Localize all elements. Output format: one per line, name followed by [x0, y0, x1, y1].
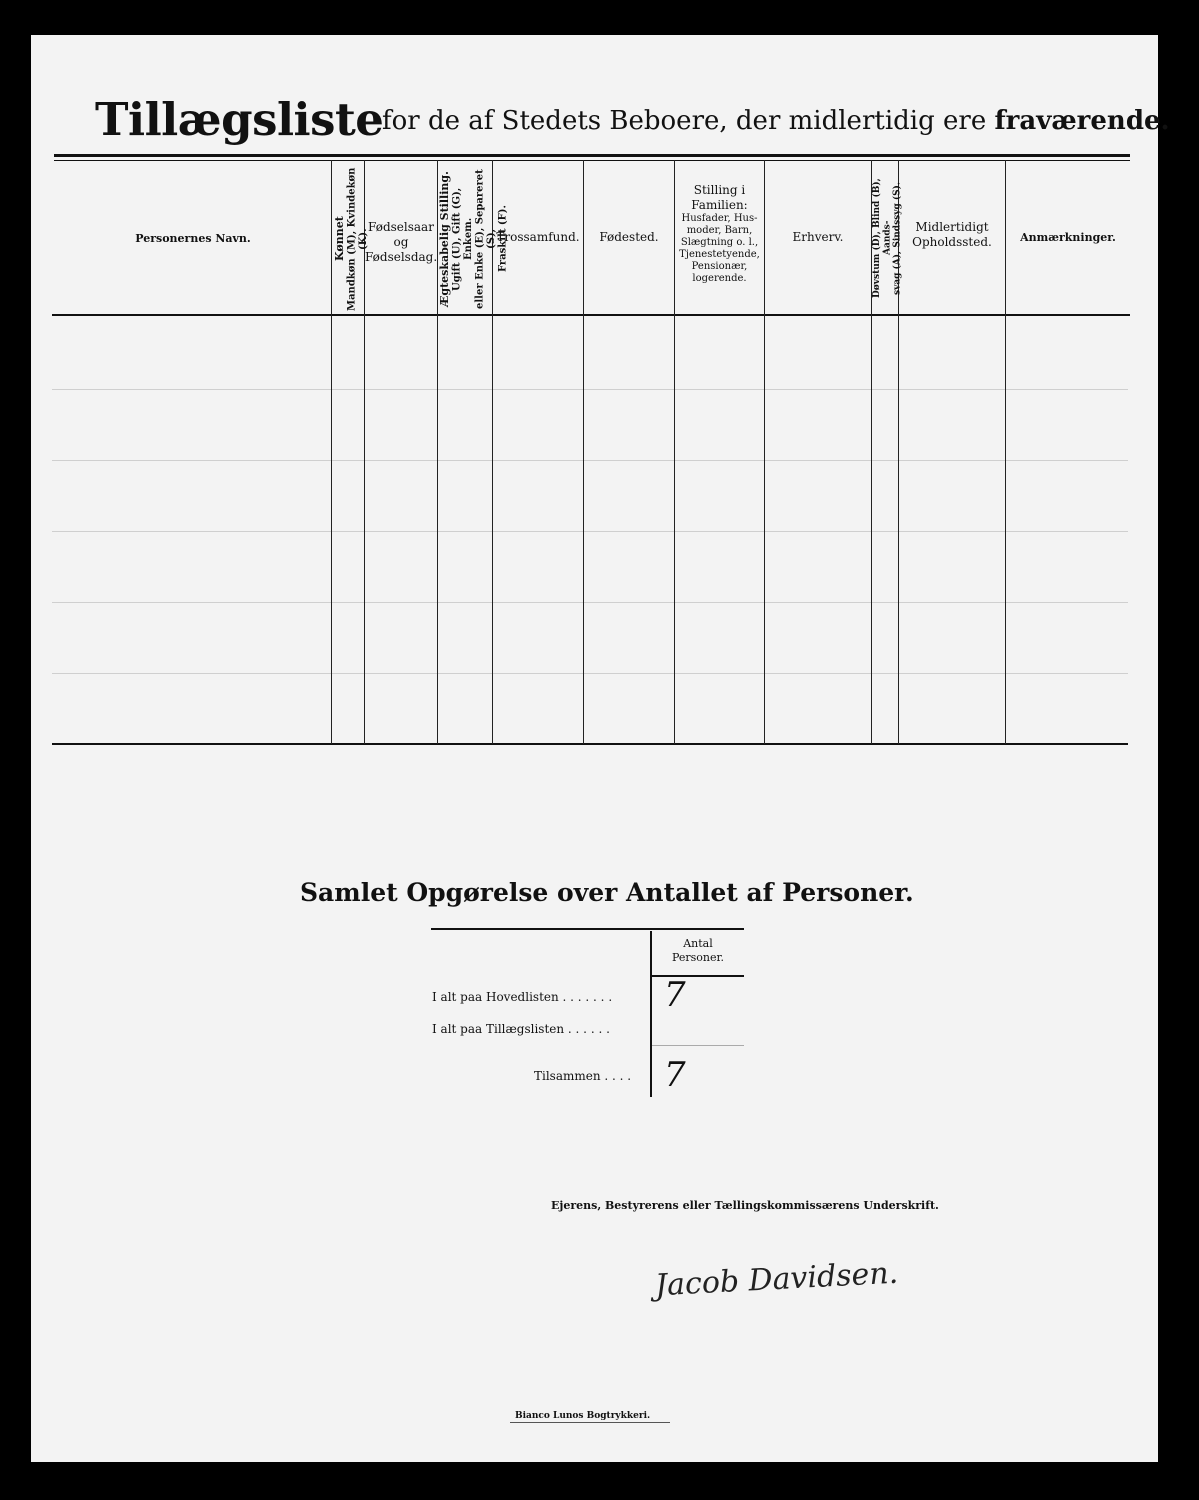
- form-subtitle: [382, 106, 1170, 136]
- family-sub-4: Tjenestetyende,: [679, 249, 760, 260]
- summary-row-value: 7: [664, 975, 686, 1015]
- col-line: [583, 160, 584, 744]
- table-bottom-rule: [52, 743, 1128, 745]
- col-header-birthplace: Fødested.: [599, 230, 659, 244]
- col-header-family: [675, 183, 764, 285]
- col-header-occupation: Erhverv.: [792, 230, 844, 244]
- marital-sub-3: Fraskilt (F).: [497, 205, 509, 273]
- signature-label: Ejerens, Bestyrerens eller Tællingskommissærens Underskrift.: [551, 1199, 939, 1212]
- family-sub-1: Husfader, Hus-: [681, 213, 758, 224]
- disability-line-2: svag (A), Sindssyg (S).: [892, 181, 903, 295]
- printer-imprint: Bianco Lunos Bogtrykkeri.: [515, 1411, 651, 1421]
- table-top-rule: [54, 154, 1130, 157]
- summary-title: Samlet Opgørelse over Antallet af Personer.: [300, 878, 914, 907]
- row-line: [52, 460, 1128, 461]
- col-header-birth: [365, 220, 437, 265]
- temp-line-2: Opholdssted.: [912, 235, 992, 249]
- gender-label: Kønnet: [333, 216, 346, 262]
- family-line-1: Stilling i: [693, 183, 746, 197]
- header-bottom-rule: [52, 314, 1130, 316]
- table-top-rule-thin: [54, 160, 1130, 161]
- marital-sub-1: Ugift (U), Gift (G), Enkem.: [451, 187, 475, 291]
- summary-sum-rule: [652, 1045, 744, 1046]
- summary-top-rule: [431, 928, 744, 930]
- family-sub-5: Pensionær,: [691, 261, 748, 272]
- family-sub-3: Slægtning o. l.,: [680, 237, 759, 248]
- col-header-marital: [438, 166, 509, 312]
- summary-row-value: 7: [664, 1055, 686, 1095]
- col-header-gender: [333, 166, 370, 312]
- col-header-temp-residence: [899, 220, 1005, 250]
- printer-rule: [510, 1422, 670, 1423]
- summary-row-label: Tilsammen . . . .: [534, 1069, 632, 1083]
- col-header-faith: Trossamfund.: [496, 230, 580, 244]
- row-line: [52, 673, 1128, 674]
- temp-line-1: Midlertidigt: [915, 220, 989, 234]
- summary-col-header-1: Antal: [683, 937, 713, 950]
- col-line: [764, 160, 765, 744]
- family-line-2: Familien:: [691, 198, 748, 212]
- summary-row-label: I alt paa Tillægslisten . . . . . .: [432, 1022, 610, 1036]
- family-sub-2: moder, Barn,: [686, 225, 753, 236]
- subtitle-bold: fraværende.: [994, 106, 1170, 136]
- gender-sub: Mandkøn (M), Kvindekøn (K).: [346, 167, 370, 311]
- col-header-disability: [872, 162, 903, 314]
- row-line: [52, 389, 1128, 390]
- marital-label: Ægteskabelig Stilling.: [438, 171, 451, 307]
- summary-col-header-2: Personer.: [671, 950, 725, 964]
- signature-handwriting: Jacob Davidsen.: [654, 1255, 899, 1304]
- family-sub-6: logerende.: [692, 273, 747, 284]
- col-header-remarks: Anmærkninger.: [1020, 231, 1116, 244]
- subtitle-text: for de af Stedets Beboere, der midlertidig ere: [382, 106, 987, 136]
- col-line: [1005, 160, 1006, 744]
- row-line: [52, 531, 1128, 532]
- marital-sub-2: eller Enke (E), Separeret (S),: [474, 169, 498, 309]
- birth-line-1: Fødselsaar: [368, 220, 434, 234]
- form-title: Tillægsliste: [95, 93, 384, 146]
- col-line: [331, 160, 332, 744]
- birth-line-3: Fødselsdag.: [365, 250, 438, 264]
- row-line: [52, 602, 1128, 603]
- disability-line-1: Døvstum (D), Blind (B), Aands-: [872, 178, 893, 298]
- summary-row-label: I alt paa Hovedlisten . . . . . . .: [432, 990, 613, 1004]
- birth-line-2: og: [393, 235, 409, 249]
- col-header-names: Personernes Navn.: [135, 232, 251, 245]
- summary-col-header: [652, 937, 744, 965]
